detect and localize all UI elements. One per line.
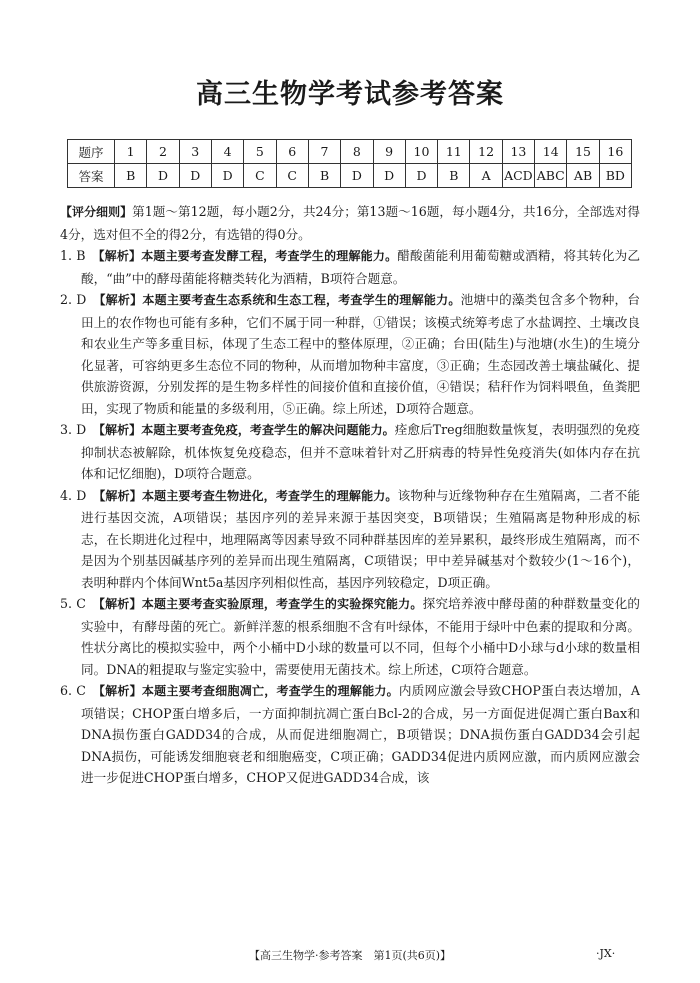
question-number-cell: 9 (373, 140, 405, 164)
question-number-cell: 7 (308, 140, 340, 164)
question-number-cell: 3 (179, 140, 211, 164)
explanation-text: 醋酸菌能利用葡萄糖或酒精，将其转化为乙酸，“曲”中的酵母菌能将糖类转化为酒精，B项符合题意。 (81, 248, 640, 286)
question-number-cell: 8 (341, 140, 373, 164)
analysis-tag: 【解析】 (98, 423, 142, 437)
question-number-cell: 12 (470, 140, 502, 164)
question-number-cell: 14 (535, 140, 567, 164)
explanation-text: 该物种与近缘物种存在生殖隔离，二者不能进行基因交流，A项错误；基因序列的差异来源于基因突变，B项错误；生殖隔离是物种形成的标志，在长期进化过程中，地理隔离等因素导致不同种群基因库的差异累积，最终形成生殖隔离，而不是因为个别基因碱基序列的差异而出现生殖隔离，C项错误；甲中差异碱基对个数较少(1～16个)，表明种群内个体间Wnt5a基因序列相似性高，基因序列较稳定，D项正确。 (81, 487, 640, 590)
question-number-cell: 2 (147, 140, 179, 164)
key-point: 本题主要考查发酵工程，考查学生的理解能力。 (141, 249, 398, 263)
scoring-rules (60, 201, 640, 245)
question-number-cell: 10 (405, 140, 437, 164)
answer-cell: AB (567, 164, 599, 188)
analysis-tag: 【解析】 (99, 293, 143, 307)
question-explanation (60, 485, 640, 594)
key-point: 本题主要考查实验原理，考查学生的实验探究能力。 (141, 597, 423, 611)
answer-cell: ABC (535, 164, 567, 188)
answer-explanations (60, 201, 640, 789)
question-number-cell: 13 (502, 140, 534, 164)
explanation-text: 痊愈后Treg细胞数量恢复，表明强烈的免疫抑制状态被解除，机体恢复免疫稳态，但并不意味着针对乙肝病毒的特异性免疫消失(如体内存在抗体和记忆细胞)，D项符合题意。 (81, 422, 641, 481)
answer-cell: D (373, 164, 405, 188)
question-answer: 5. C (60, 596, 86, 611)
table-row-answers (68, 164, 632, 188)
question-number-cell: 11 (438, 140, 470, 164)
question-list (60, 245, 640, 789)
table-header-label: 题序 (68, 140, 115, 164)
answer-cell: B (115, 164, 147, 188)
question-answer: 3. D (60, 422, 87, 437)
question-explanation (60, 419, 640, 485)
answer-cell: A (470, 164, 502, 188)
analysis-tag: 【解析】 (98, 684, 142, 698)
answer-cell: C (276, 164, 308, 188)
question-number-cell: 5 (244, 140, 276, 164)
answer-cell: B (308, 164, 340, 188)
question-answer: 1. B (60, 248, 86, 263)
question-explanation (60, 245, 640, 289)
answer-cell: D (211, 164, 243, 188)
answer-table (67, 139, 632, 188)
scoring-label: 【评分细则】 (60, 205, 133, 219)
question-answer: 6. C (60, 683, 86, 698)
answer-cell: D (405, 164, 437, 188)
table-row-numbers (68, 140, 632, 164)
key-point: 本题主要考查细胞凋亡，考查学生的理解能力。 (141, 684, 399, 698)
question-answer: 4. D (60, 487, 87, 503)
answer-cell: D (179, 164, 211, 188)
key-point: 本题主要考查免疫，考查学生的解决问题能力。 (141, 423, 395, 437)
page-title: 高三生物学考试参考答案 (196, 79, 504, 110)
answer-cell: C (244, 164, 276, 188)
key-point: 本题主要考查生态系统和生态工程，考查学生的理解能力。 (142, 293, 461, 307)
analysis-tag: 【解析】 (99, 488, 142, 503)
question-explanation (60, 680, 640, 789)
analysis-tag: 【解析】 (98, 597, 142, 611)
question-explanation (60, 289, 640, 419)
table-answer-label: 答案 (68, 164, 115, 188)
answer-cell: D (147, 164, 179, 188)
answer-cell: B (438, 164, 470, 188)
page-footer: 【高三生物学·参考答案 第1页(共6页)】 (248, 949, 452, 962)
question-number-cell: 16 (599, 140, 631, 164)
key-point: 本题主要考查生物进化，考查学生的理解能力。 (141, 488, 398, 503)
scoring-text: 第1题～第12题，每小题2分，共24分；第13题～16题，每小题4分，共16分，全部选对得4分，选对但不全的得2分，有选错的得0分。 (60, 204, 640, 242)
footer-code: ·JX· (596, 947, 616, 960)
question-number-cell: 4 (211, 140, 243, 164)
explanation-text: 内质网应激会导致CHOP蛋白表达增加，A项错误；CHOP蛋白增多后，一方面抑制抗凋亡蛋白Bcl-2的合成，另一方面促进促凋亡蛋白Bax和DNA损伤蛋白GADD34的合成，从而促进细胞凋亡，B项错误；DNA损伤蛋白GADD34会引起DNA损伤，可能诱发细胞衰老和细胞癌变，C项正确；GADD34促进内质网应激，而内质网应激会进一步促进CHOP蛋白增多，CHOP又促进GADD34合成，该 (81, 683, 640, 785)
answer-cell: D (341, 164, 373, 188)
answer-cell: ACD (502, 164, 534, 188)
question-answer: 2. D (60, 292, 87, 307)
question-number-cell: 6 (276, 140, 308, 164)
explanation-text: 探究培养液中酵母菌的种群数量变化的实验中，有酵母菌的死亡。新鲜洋葱的根系细胞不含有叶绿体，不能用于绿叶中色素的提取和分离。性状分离比的模拟实验中，两个小桶中D小球的数量可以不同，但每个小桶中D小球与d小球的数量相同。DNA的粗提取与鉴定实验中，需要使用无菌技术。综上所述，C项符合题意。 (81, 596, 641, 677)
question-explanation (60, 593, 640, 680)
answer-cell: BD (599, 164, 631, 188)
analysis-tag: 【解析】 (98, 249, 142, 263)
question-number-cell: 1 (115, 140, 147, 164)
question-number-cell: 15 (567, 140, 599, 164)
explanation-text: 池塘中的藻类包含多个物种，台田上的农作物也可能有多种，它们不属于同一种群，①错误；该模式统筹考虑了水盐调控、土壤改良和农业生产等多重目标，体现了生态工程中的整体原理，②正确；台田(陆生)与池塘(水生)的生境分化显著，可容纳更多生态位不同的物种，从而增加物种丰富度，③正确；生态园改善土壤盐碱化、提供旅游资源，分别发挥的是生物多样性的间接价值和直接价值，④错误；秸秆作为饲料喂鱼，鱼粪肥田，实现了物质和能量的多级利用，⑤正确。综上所述，D项符合题意。 (81, 292, 640, 416)
